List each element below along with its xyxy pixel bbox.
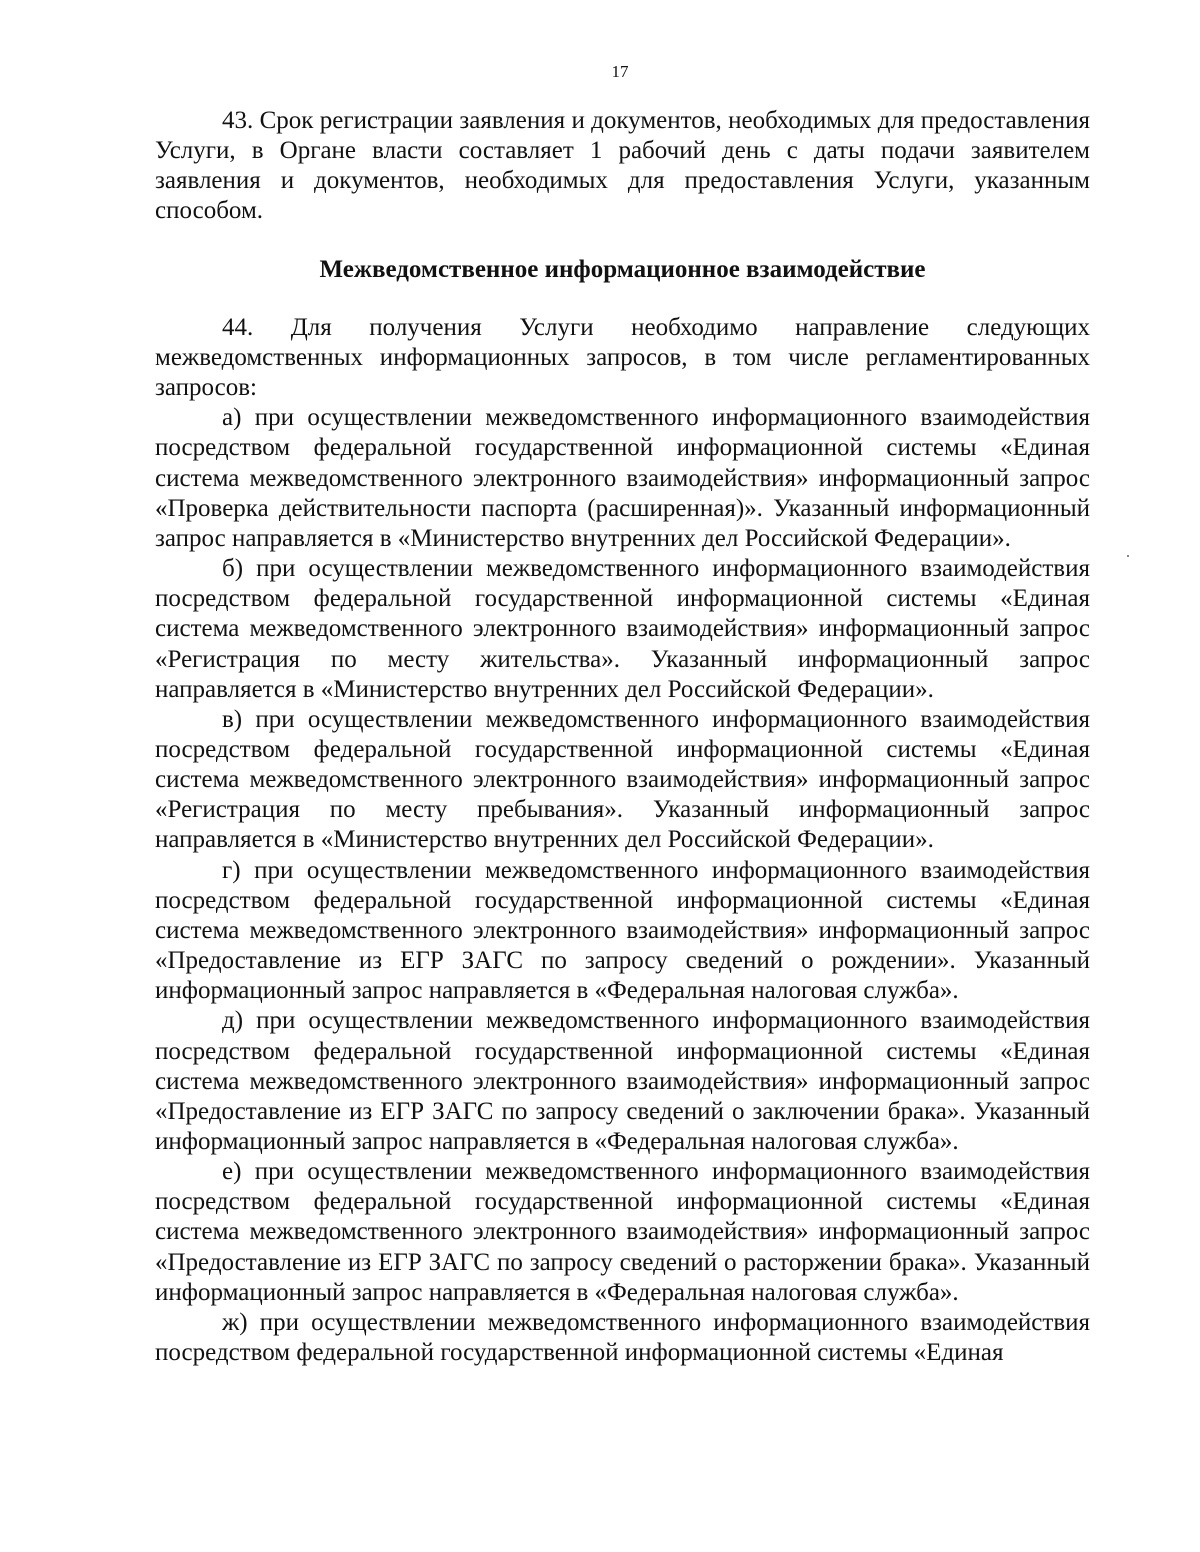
subparagraph-b: б) при осуществлении межведомственного информационного взаимодействия посредством федеральной государственной информационной системы «Единая система межведомственного электронного взаимодействия» информационный запрос «Регистрация по месту жительства». Указанный информационный запрос направляется в «Министерство внутренних дел Российской Федерации». [155,555,1090,703]
paragraph-44: 44. Для получения Услуги необходимо направление следующих межведомственных информационных запросов, в том числе регламентированных запросов: [155,313,1090,402]
subparagraph-e: е) при осуществлении межведомственного информационного взаимодействия посредством федеральной государственной информационной системы «Единая система межведомственного электронного взаимодействия» информационный запрос «Предоставление из ЕГР ЗАГС по запросу сведений о расторжении брака». Указанный информационный запрос направляется в «Федеральная налоговая служба». [155,1158,1090,1306]
scan-speck [1127,555,1129,557]
document-body [155,106,1090,1368]
page-number: 17 [611,62,629,81]
subparagraph-a: а) при осуществлении межведомственного информационного взаимодействия посредством федеральной государственной информационной системы «Единая система межведомственного электронного взаимодействия» информационный запрос «Проверка действительности паспорта (расширенная)». Указанный информационный запрос направляется в «Министерство внутренних дел Российской Федерации». [155,404,1090,552]
subparagraph-d: д) при осуществлении межведомственного информационного взаимодействия посредством федеральной государственной информационной системы «Единая система межведомственного электронного взаимодействия» информационный запрос «Предоставление из ЕГР ЗАГС по запросу сведений о заключении брака». Указанный информационный запрос направляется в «Федеральная налоговая служба». [155,1007,1090,1155]
subparagraph-v: в) при осуществлении межведомственного информационного взаимодействия посредством федеральной государственной информационной системы «Единая система межведомственного электронного взаимодействия» информационный запрос «Регистрация по месту пребывания». Указанный информационный запрос направляется в «Министерство внутренних дел Российской Федерации». [155,705,1090,854]
subparagraph-g: г) при осуществлении межведомственного информационного взаимодействия посредством федеральной государственной информационной системы «Единая система межведомственного электронного взаимодействия» информационный запрос «Предоставление из ЕГР ЗАГС по запросу сведений о рождении». Указанный информационный запрос направляется в «Федеральная налоговая служба». [155,856,1090,1005]
subparagraph-zh: ж) при осуществлении межведомственного информационного взаимодействия посредством федеральной государственной информационной системы «Единая [155,1308,1090,1367]
paragraph-43: 43. Срок регистрации заявления и документов, необходимых для предоставления Услуги, в Органе власти составляет 1 рабочий день с даты подачи заявителем заявления и документов, необходимых для предоставления Услуги, указанным способом. [155,107,1090,225]
section-heading: Межведомственное информационное взаимодействие [319,255,926,283]
